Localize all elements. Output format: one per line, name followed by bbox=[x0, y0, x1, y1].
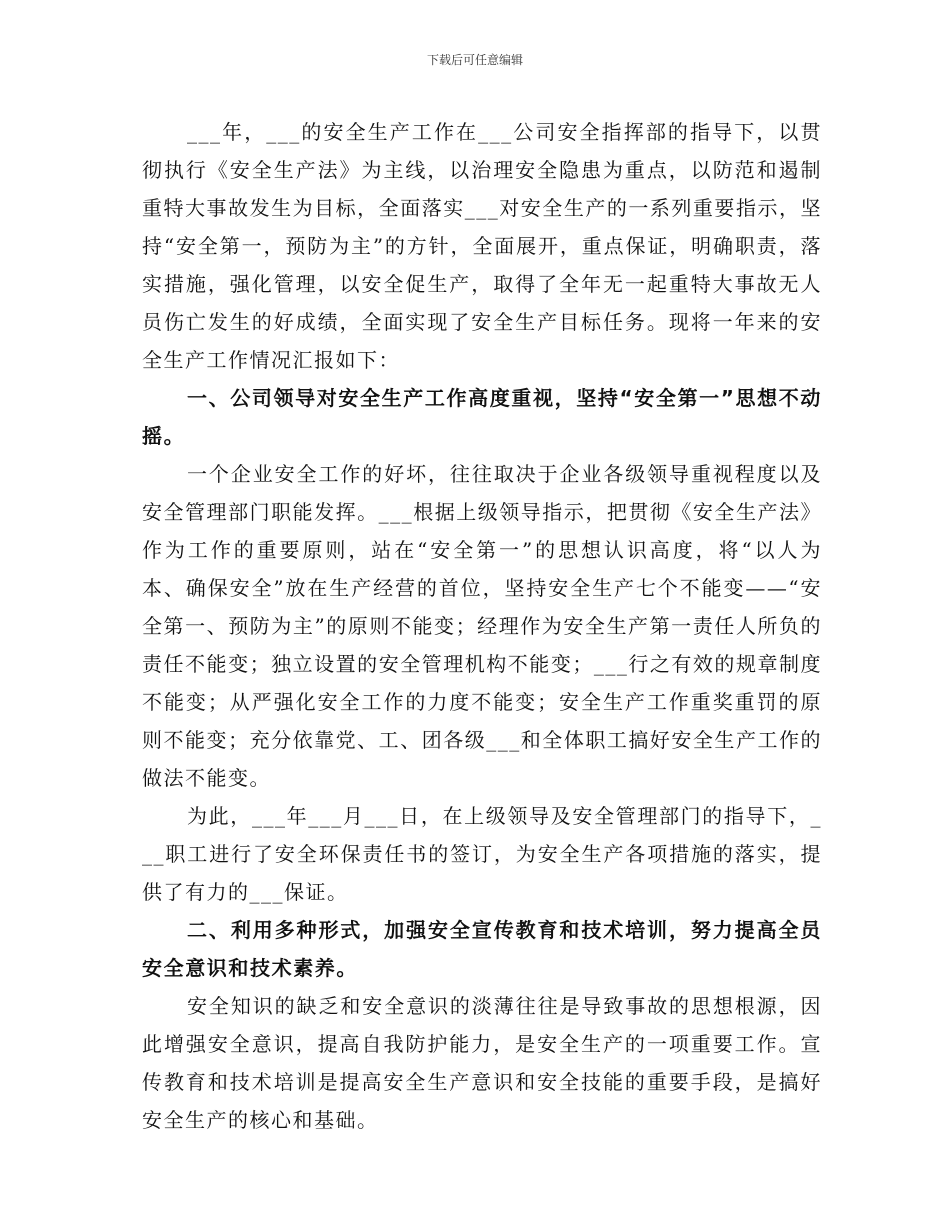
paragraph-intro: ___年，___的安全生产工作在___公司安全指挥部的指导下，以贯彻执行《安全生产法》为主线，以治理安全隐患为重点，以防范和遏制重特大事故发生为目标，全面落实___对安全生产的一系列重要指示，坚持“安全第一，预防为主”的方针，全面展开，重点保证，明确职责，落实措施，强化管理，以安全促生产，取得了全年无一起重特大事故无人员伤亡发生的好成绩，全面实现了安全生产目标任务。现将一年来的安全生产工作情况汇报如下： bbox=[142, 120, 822, 372]
paragraph-section-1-followup: 为此，___年___月___日，在上级领导及安全管理部门的指导下，___职工进行了安全环保责任书的签订，为安全生产各项措施的落实，提供了有力的___保证。 bbox=[142, 804, 822, 904]
page-header-note: 下载后可任意编辑 bbox=[426, 53, 523, 67]
document-body bbox=[142, 113, 822, 1139]
paragraph-section-2: 安全知识的缺乏和安全意识的淡薄往往是导致事故的思想根源，因此增强安全意识，提高自我防护能力，是安全生产的一项重要工作。宣传教育和技术培训是提高安全生产意识和安全技能的重要手段，是搞好安全生产的核心和基础。 bbox=[142, 994, 822, 1132]
paragraph-section-1: 一个企业安全工作的好坏，往往取决于企业各级领导重视程度以及安全管理部门职能发挥。___根据上级领导指示，把贯彻《安全生产法》作为工作的重要原则，站在“安全第一”的思想认识高度，将“以人为本、确保安全”放在生产经营的首位，坚持安全生产七个不能变——“安全第一、预防为主”的原则不能变；经理作为安全生产第一责任人所负的责任不能变；独立设置的安全管理机构不能变；___行之有效的规章制度不能变；从严强化安全工作的力度不能变；安全生产工作重奖重罚的原则不能变；充分依靠党、工、团各级___和全体职工搞好安全生产工作的做法不能变。 bbox=[142, 462, 822, 790]
section-heading-2: 二、利用多种形式，加强安全宣传教育和技术培训，努力提高全员安全意识和技术素养。 bbox=[142, 918, 822, 980]
section-heading-1: 一、公司领导对安全生产工作高度重视，坚持“安全第一”思想不动摇。 bbox=[142, 386, 822, 448]
